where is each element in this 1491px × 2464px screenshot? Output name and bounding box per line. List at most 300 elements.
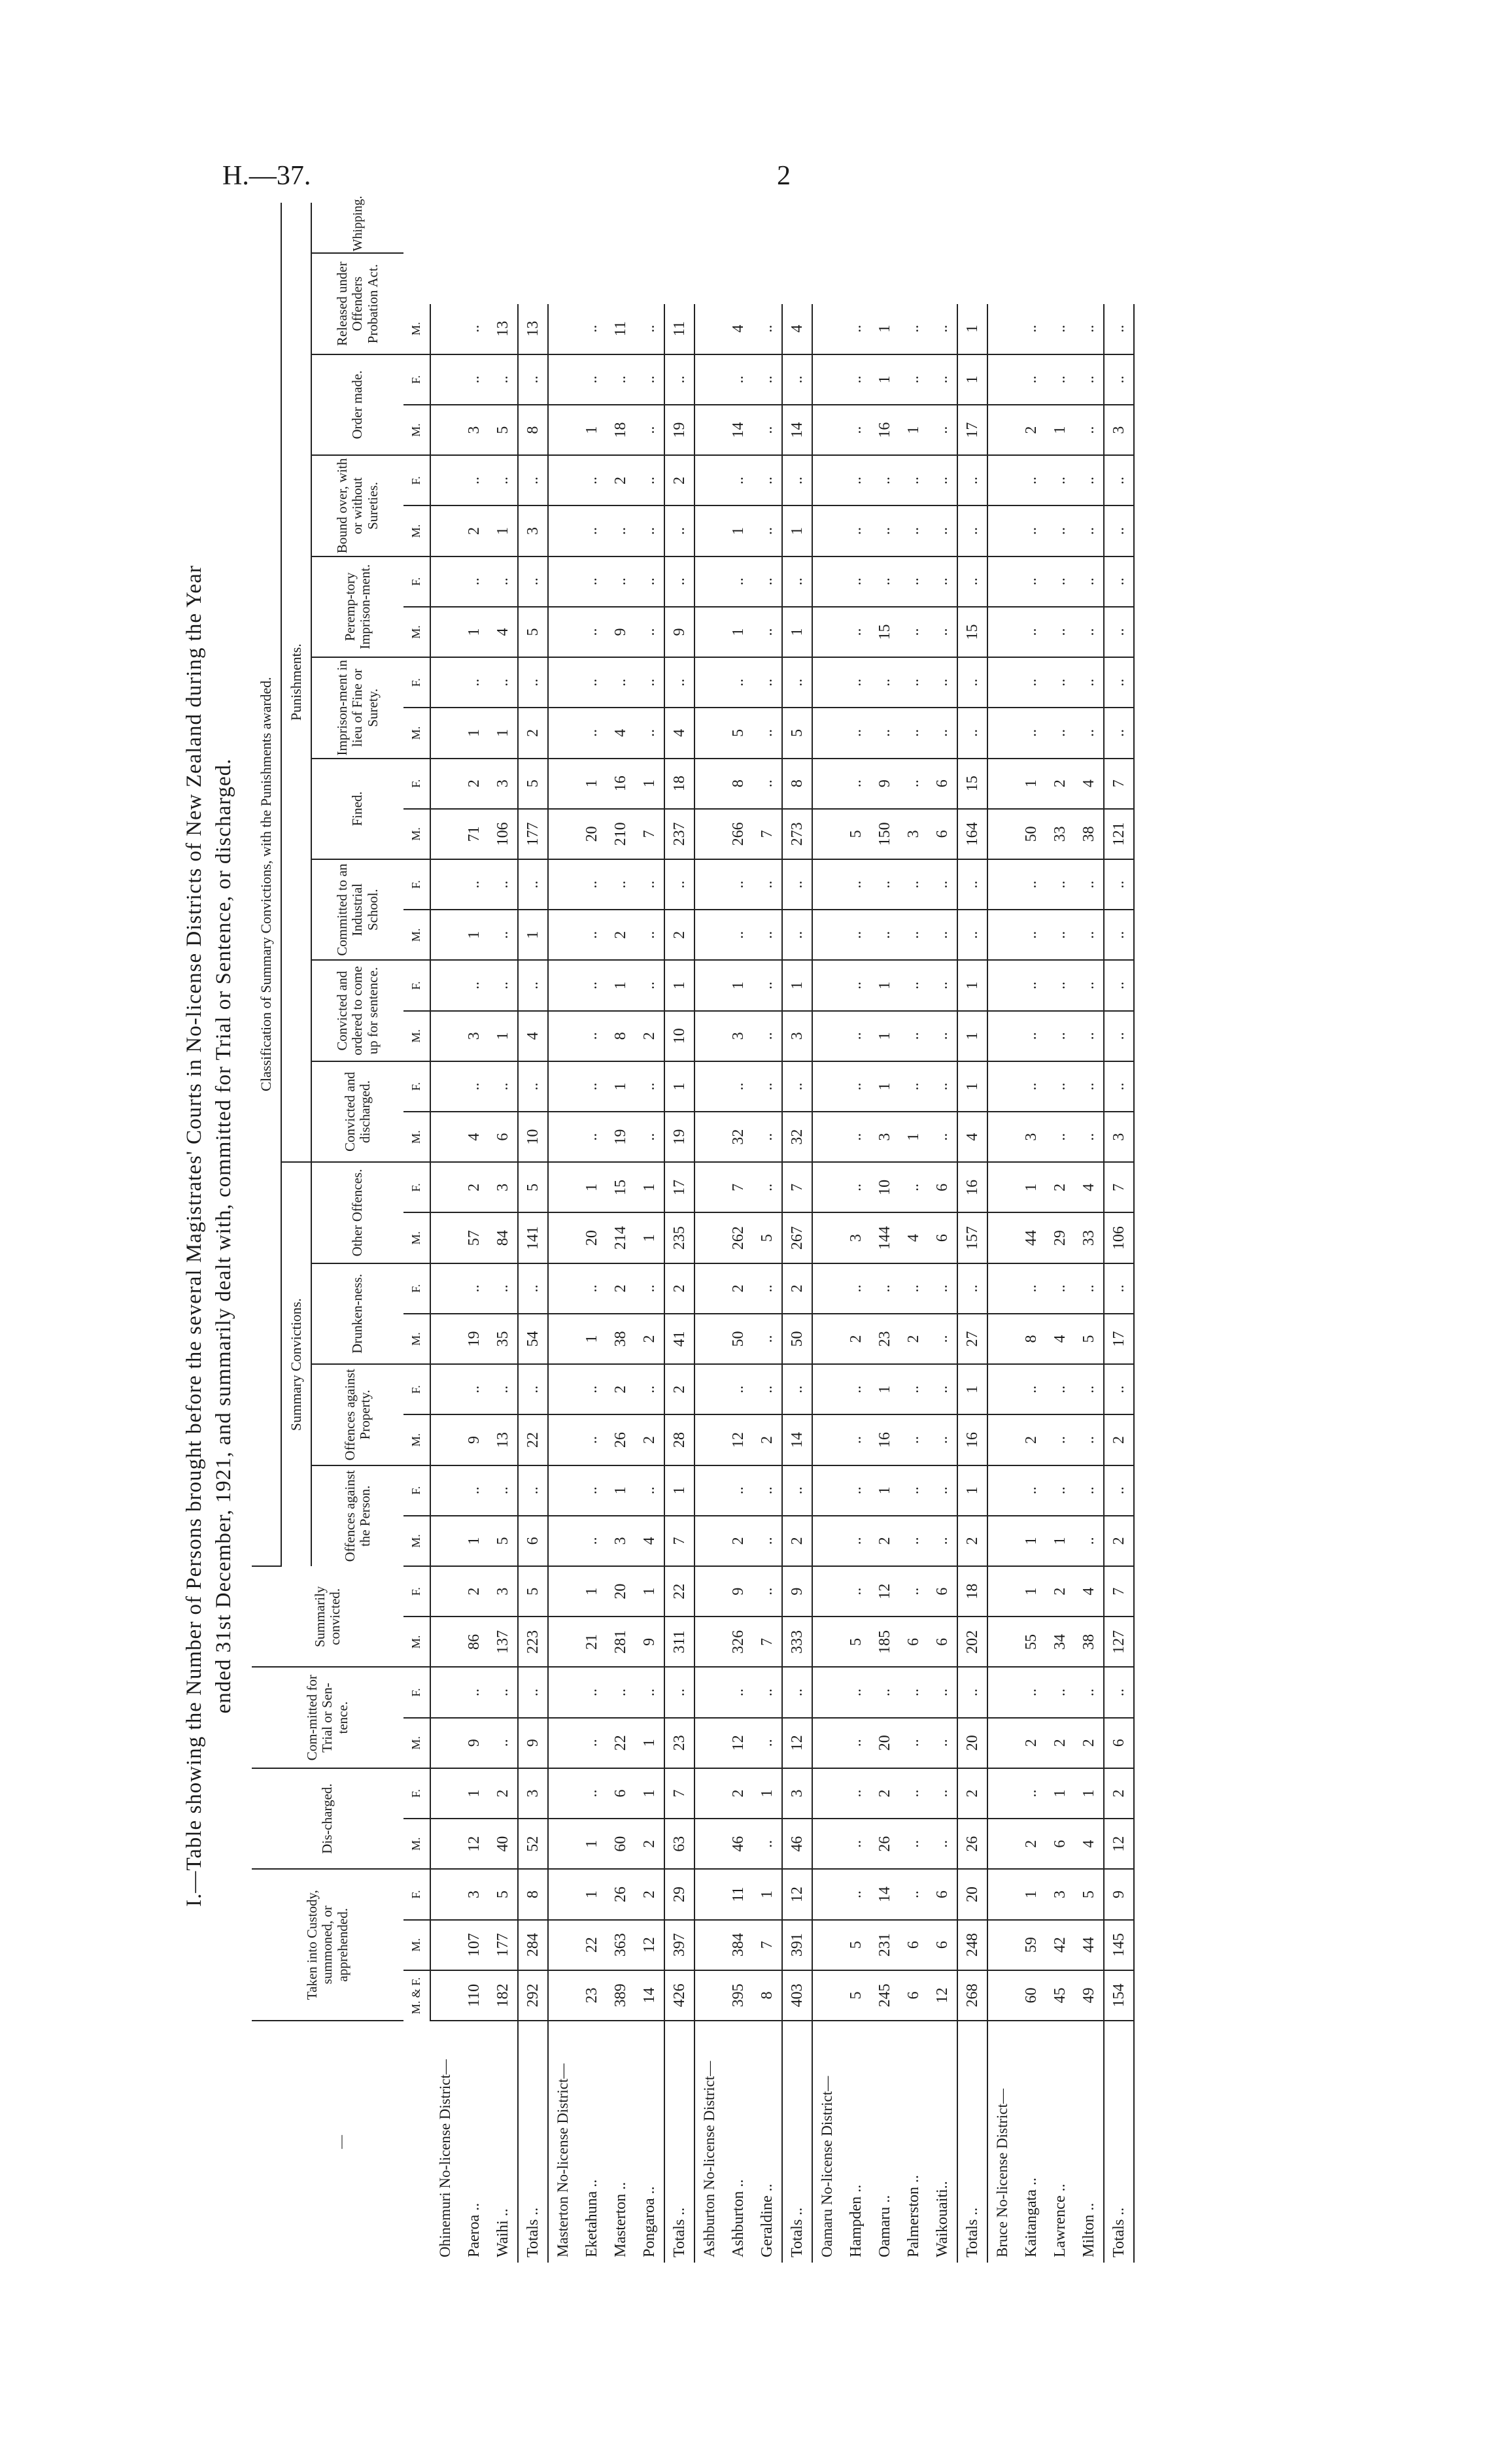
table-cell: 333: [782, 1617, 812, 1667]
table-cell: 45: [1046, 1970, 1074, 2021]
header-m: M.: [403, 304, 430, 354]
table-cell: [694, 1819, 724, 1869]
table-cell: 3: [870, 1112, 899, 1162]
row-label: Ashburton ..: [729, 2179, 747, 2257]
table-cell: 5: [724, 708, 753, 758]
table-cell: [987, 1465, 1017, 1516]
table-cell: ..: [928, 1819, 957, 1869]
totals-row: [957, 203, 987, 2263]
table-cell: [548, 354, 577, 405]
table-cell: ..: [1046, 505, 1074, 556]
table-row: [870, 203, 899, 2263]
table-cell: [987, 708, 1017, 758]
table-cell: ..: [1017, 304, 1046, 354]
header-f: F.: [403, 1869, 430, 1919]
table-cell: 1: [518, 910, 548, 960]
table-row: [842, 203, 870, 2263]
table-cell: ..: [753, 1516, 782, 1566]
table-cell: 84: [488, 1213, 518, 1263]
table-cell: ..: [577, 1718, 606, 1768]
table-cell: [694, 1263, 724, 1314]
table-cell: 1: [635, 1768, 664, 1819]
table-cell: 4: [724, 304, 753, 354]
table-cell: ..: [1046, 556, 1074, 607]
table-cell: 1: [899, 405, 928, 455]
table-cell: ..: [782, 1667, 812, 1717]
table-cell: ..: [957, 910, 987, 960]
table-cell: ..: [899, 1819, 928, 1869]
table-cell: 248: [957, 1920, 987, 1970]
table-cell: [987, 1011, 1017, 1061]
table-cell: 157: [957, 1213, 987, 1263]
table-cell: ..: [1046, 455, 1074, 505]
header-convicted-discharged: Convicted and discharged.: [311, 1061, 403, 1162]
totals-row: [782, 203, 812, 2263]
table-cell: 27: [957, 1314, 987, 1364]
table-cell: 4: [957, 1112, 987, 1162]
table-cell: 2: [724, 1263, 753, 1314]
table-cell: 403: [782, 1970, 812, 2021]
header-m: M.: [403, 607, 430, 657]
table-cell: ..: [1104, 455, 1134, 505]
table-cell: ..: [782, 657, 812, 708]
table-cell: 4: [782, 304, 812, 354]
table-cell: ..: [577, 1768, 606, 1819]
header-summarily: Summarily convicted.: [252, 1566, 403, 1667]
table-cell: 268: [957, 1970, 987, 2021]
row-label: Geraldine ..: [758, 2183, 776, 2257]
header-f: F.: [403, 1566, 430, 1617]
table-cell: 11: [664, 304, 694, 354]
table-cell: [987, 455, 1017, 505]
table-cell: ..: [1046, 1011, 1074, 1061]
table-cell: ..: [899, 859, 928, 910]
table-cell: [548, 455, 577, 505]
table-cell: [987, 607, 1017, 657]
header-f: F.: [403, 960, 430, 1010]
table-cell: ..: [753, 505, 782, 556]
table-cell: ..: [870, 859, 899, 910]
header-drunk: Drunken-ness.: [311, 1263, 403, 1364]
header-punishments: Punishments.: [281, 203, 311, 1162]
table-cell: ..: [842, 607, 870, 657]
table-cell: [430, 1667, 460, 1717]
table-cell: ..: [606, 657, 635, 708]
table-cell: [987, 910, 1017, 960]
rotated-table-sheet: [167, 196, 1396, 2269]
table-cell: 17: [664, 1162, 694, 1212]
table-cell: 5: [782, 708, 812, 758]
table-cell: 2: [1017, 1414, 1046, 1465]
row-label: Oamaru ..: [876, 2195, 893, 2257]
table-cell: ..: [1074, 1414, 1104, 1465]
table-cell: ..: [928, 505, 957, 556]
table-cell: ..: [753, 1566, 782, 1617]
table-cell: ..: [842, 505, 870, 556]
table-cell: ..: [899, 1011, 928, 1061]
table-cell: [812, 1314, 842, 1364]
table-cell: ..: [488, 1667, 518, 1717]
table-cell: [812, 1566, 842, 1617]
table-cell: ..: [928, 657, 957, 708]
table-cell: ..: [1046, 1263, 1074, 1314]
table-cell: ..: [577, 708, 606, 758]
table-cell: ..: [842, 1112, 870, 1162]
row-label: Eketahuna ..: [583, 2179, 600, 2257]
table-cell: ..: [782, 859, 812, 910]
table-cell: 71: [460, 809, 488, 859]
table-cell: ..: [928, 910, 957, 960]
table-cell: 22: [606, 1718, 635, 1768]
row-label: Totals ..: [957, 2021, 987, 2263]
table-cell: ..: [635, 556, 664, 607]
table-cell: ..: [724, 354, 753, 405]
table-cell: 2: [606, 455, 635, 505]
table-cell: [694, 1314, 724, 1364]
table-cell: [430, 607, 460, 657]
table-cell: ..: [635, 1667, 664, 1717]
table-cell: 3: [488, 1162, 518, 1212]
table-cell: 50: [724, 1314, 753, 1364]
table-cell: ..: [753, 304, 782, 354]
table-cell: 4: [664, 708, 694, 758]
table-row: [1017, 203, 1046, 2263]
header-f: F.: [403, 556, 430, 607]
table-cell: 49: [1074, 1970, 1104, 2021]
table-cell: ..: [928, 1011, 957, 1061]
table-cell: 4: [1074, 759, 1104, 809]
table-cell: ..: [782, 1061, 812, 1112]
table-cell: 2: [957, 1516, 987, 1566]
table-cell: 38: [1074, 809, 1104, 859]
table-cell: ..: [635, 505, 664, 556]
table-cell: 50: [1017, 809, 1046, 859]
table-cell: ..: [1074, 960, 1104, 1010]
table-cell: 16: [606, 759, 635, 809]
table-cell: 15: [870, 607, 899, 657]
table-cell: [694, 1920, 724, 1970]
title-line-1: I.—Table showing the Number of Persons brought before the several Magistrates' Courts in No-license Districts of New Zealand during the Year: [182, 565, 206, 1907]
table-row: [1046, 203, 1074, 2263]
table-cell: 14: [635, 1970, 664, 2021]
table-cell: 6: [928, 1920, 957, 1970]
table-cell: 11: [724, 1869, 753, 1919]
table-cell: ..: [753, 1718, 782, 1768]
table-cell: ..: [753, 708, 782, 758]
table-cell: 8: [753, 1970, 782, 2021]
row-label: Ohinemuri No-license District—: [436, 2059, 453, 2257]
table-cell: 41: [664, 1314, 694, 1364]
table-cell: ..: [899, 1768, 928, 1819]
table-cell: [694, 1162, 724, 1212]
table-cell: ..: [1104, 1364, 1134, 1414]
table-cell: ..: [1046, 304, 1074, 354]
table-cell: 38: [606, 1314, 635, 1364]
table-cell: [812, 708, 842, 758]
table-cell: ..: [957, 708, 987, 758]
table-cell: 8: [1017, 1314, 1046, 1364]
table-cell: 12: [782, 1718, 812, 1768]
table-cell: ..: [899, 455, 928, 505]
table-row: [488, 203, 518, 2263]
table-cell: ..: [928, 1718, 957, 1768]
table-cell: [548, 556, 577, 607]
table-cell: 59: [1017, 1920, 1046, 1970]
table-cell: 19: [460, 1314, 488, 1364]
header-m: M.: [403, 910, 430, 960]
table-cell: [548, 809, 577, 859]
table-cell: 6: [928, 1617, 957, 1667]
table-cell: ..: [577, 556, 606, 607]
table-cell: 54: [518, 1314, 548, 1364]
table-cell: [430, 859, 460, 910]
table-cell: ..: [899, 1414, 928, 1465]
table-title: [180, 209, 238, 2263]
table-cell: 60: [1017, 1970, 1046, 2021]
table-cell: [694, 809, 724, 859]
table-cell: [430, 1768, 460, 1819]
table-cell: 1: [870, 1364, 899, 1414]
table-cell: [548, 1667, 577, 1717]
table-cell: 8: [782, 759, 812, 809]
header-m: M.: [403, 1617, 430, 1667]
header-f: F.: [403, 455, 430, 505]
table-cell: ..: [928, 1364, 957, 1414]
table-cell: [430, 1566, 460, 1617]
table-cell: [548, 1718, 577, 1768]
table-cell: 326: [724, 1617, 753, 1667]
table-cell: ..: [1074, 607, 1104, 657]
table-cell: 202: [957, 1617, 987, 1667]
table-cell: ..: [842, 859, 870, 910]
table-cell: ..: [724, 455, 753, 505]
table-cell: 384: [724, 1920, 753, 1970]
table-cell: [548, 1869, 577, 1919]
table-cell: ..: [664, 505, 694, 556]
table-cell: [430, 910, 460, 960]
table-cell: 1: [753, 1768, 782, 1819]
table-cell: 2: [635, 1819, 664, 1869]
table-cell: ..: [1074, 1112, 1104, 1162]
table-cell: 18: [664, 759, 694, 809]
table-cell: 57: [460, 1213, 488, 1263]
table-cell: ..: [488, 910, 518, 960]
table-cell: ..: [753, 1364, 782, 1414]
table-cell: 1: [635, 759, 664, 809]
table-cell: [430, 1819, 460, 1869]
table-cell: [694, 354, 724, 405]
table-cell: [694, 556, 724, 607]
table-cell: [987, 1617, 1017, 1667]
table-cell: ..: [842, 1364, 870, 1414]
header-m: M.: [403, 1920, 430, 1970]
table-cell: [987, 759, 1017, 809]
table-cell: 363: [606, 1920, 635, 1970]
table-cell: ..: [724, 910, 753, 960]
table-cell: [548, 1516, 577, 1566]
table-cell: 5: [753, 1213, 782, 1263]
table-cell: ..: [870, 505, 899, 556]
row-label: Hampden ..: [847, 2184, 865, 2257]
district-heading-row: [548, 203, 577, 2263]
table-cell: 1: [664, 960, 694, 1010]
header-fined: Fined.: [311, 759, 403, 859]
row-label: Pongaroa ..: [640, 2186, 658, 2257]
table-cell: 281: [606, 1617, 635, 1667]
table-row: [899, 203, 928, 2263]
table-cell: ..: [782, 455, 812, 505]
table-cell: [812, 809, 842, 859]
table-cell: [430, 1213, 460, 1263]
table-cell: ..: [928, 556, 957, 607]
table-cell: 106: [1104, 1213, 1134, 1263]
district-heading-row: [987, 203, 1017, 2263]
table-cell: ..: [899, 1566, 928, 1617]
table-row: [635, 203, 664, 2263]
table-cell: [987, 1364, 1017, 1414]
table-cell: 20: [606, 1566, 635, 1617]
header-person: Offences against the Person.: [341, 1470, 373, 1562]
table-cell: ..: [842, 708, 870, 758]
table-cell: ..: [899, 1516, 928, 1566]
header-peremptory: Peremp-tory Imprison-ment.: [311, 556, 403, 657]
table-cell: ..: [488, 556, 518, 607]
table-cell: 182: [488, 1970, 518, 2021]
table-cell: 10: [870, 1162, 899, 1212]
table-cell: ..: [606, 505, 635, 556]
table-cell: ..: [1074, 1516, 1104, 1566]
table-cell: 2: [1104, 1414, 1134, 1465]
table-cell: ..: [842, 1819, 870, 1869]
table-cell: [812, 505, 842, 556]
table-cell: 19: [664, 1112, 694, 1162]
table-cell: ..: [635, 1465, 664, 1516]
table-cell: 1: [957, 1061, 987, 1112]
table-cell: [694, 1718, 724, 1768]
table-cell: 32: [782, 1112, 812, 1162]
table-cell: ..: [635, 455, 664, 505]
table-cell: ..: [635, 405, 664, 455]
table-cell: 2: [664, 455, 694, 505]
table-cell: ..: [518, 556, 548, 607]
table-cell: [812, 859, 842, 910]
table-cell: 1: [1046, 1516, 1074, 1566]
table-cell: 5: [518, 759, 548, 809]
table-cell: [812, 1819, 842, 1869]
table-cell: [430, 1314, 460, 1364]
header-taken: Taken into Custody, summoned, or apprehended.: [252, 1869, 403, 2021]
table-cell: 1: [1046, 1768, 1074, 1819]
table-cell: 1: [460, 1516, 488, 1566]
table-cell: 2: [635, 1414, 664, 1465]
table-cell: 145: [1104, 1920, 1134, 1970]
table-cell: 22: [518, 1414, 548, 1465]
table-cell: [987, 1768, 1017, 1819]
table-cell: 3: [1104, 405, 1134, 455]
table-cell: ..: [488, 1718, 518, 1768]
table-cell: [812, 1617, 842, 1667]
table-cell: [548, 759, 577, 809]
table-cell: 2: [664, 910, 694, 960]
table-cell: [548, 1617, 577, 1667]
table-cell: 7: [1104, 1566, 1134, 1617]
table-cell: [812, 1364, 842, 1414]
table-cell: ..: [899, 304, 928, 354]
table-cell: 6: [899, 1920, 928, 1970]
table-cell: [812, 304, 842, 354]
table-cell: 3: [460, 1869, 488, 1919]
table-cell: 86: [460, 1617, 488, 1667]
table-cell: 1: [957, 1011, 987, 1061]
table-cell: 210: [606, 809, 635, 859]
header-m: M.: [403, 1718, 430, 1768]
table-cell: 14: [782, 1414, 812, 1465]
header-f: F.: [403, 759, 430, 809]
table-cell: 18: [606, 405, 635, 455]
table-cell: 1: [1074, 1768, 1104, 1819]
table-cell: ..: [1017, 607, 1046, 657]
row-label: Bruce No-license District—: [994, 2088, 1010, 2257]
table-cell: 5: [842, 1920, 870, 1970]
table-cell: [548, 607, 577, 657]
table-cell: [694, 1112, 724, 1162]
table-cell: 44: [1074, 1920, 1104, 1970]
table-cell: [548, 1414, 577, 1465]
table-cell: ..: [899, 1162, 928, 1212]
table-body: [430, 203, 1134, 2263]
table-cell: [694, 1869, 724, 1919]
table-cell: [987, 1869, 1017, 1919]
table-cell: 13: [488, 304, 518, 354]
table-cell: [987, 960, 1017, 1010]
header-m: M.: [403, 809, 430, 859]
table-cell: 17: [957, 405, 987, 455]
table-cell: 3: [1104, 1112, 1134, 1162]
table-cell: 6: [928, 1213, 957, 1263]
table-cell: ..: [842, 657, 870, 708]
table-cell: 9: [635, 1617, 664, 1667]
row-label: Milton ..: [1080, 2202, 1097, 2257]
table-cell: ..: [899, 1718, 928, 1768]
table-cell: 2: [724, 1768, 753, 1819]
table-cell: 3: [460, 1011, 488, 1061]
table-cell: 391: [782, 1920, 812, 1970]
table-cell: ..: [1017, 556, 1046, 607]
table-cell: 20: [957, 1869, 987, 1919]
table-cell: ..: [753, 405, 782, 455]
table-cell: [430, 1162, 460, 1212]
table-cell: ..: [870, 910, 899, 960]
table-cell: ..: [577, 1465, 606, 1516]
table-cell: 16: [870, 405, 899, 455]
table-cell: ..: [1017, 960, 1046, 1010]
table-cell: 6: [518, 1516, 548, 1566]
table-cell: ..: [1074, 354, 1104, 405]
table-cell: 4: [460, 1112, 488, 1162]
table-cell: 1: [870, 1061, 899, 1112]
row-label: Palmerston ..: [904, 2175, 922, 2257]
table-cell: 1: [957, 354, 987, 405]
table-cell: 3: [1046, 1869, 1074, 1919]
table-cell: 2: [460, 759, 488, 809]
table-cell: [987, 1162, 1017, 1212]
table-cell: ..: [842, 304, 870, 354]
table-cell: 5: [518, 1566, 548, 1617]
table-cell: [812, 657, 842, 708]
table-cell: 3: [460, 405, 488, 455]
table-cell: ..: [782, 354, 812, 405]
table-cell: 12: [724, 1414, 753, 1465]
